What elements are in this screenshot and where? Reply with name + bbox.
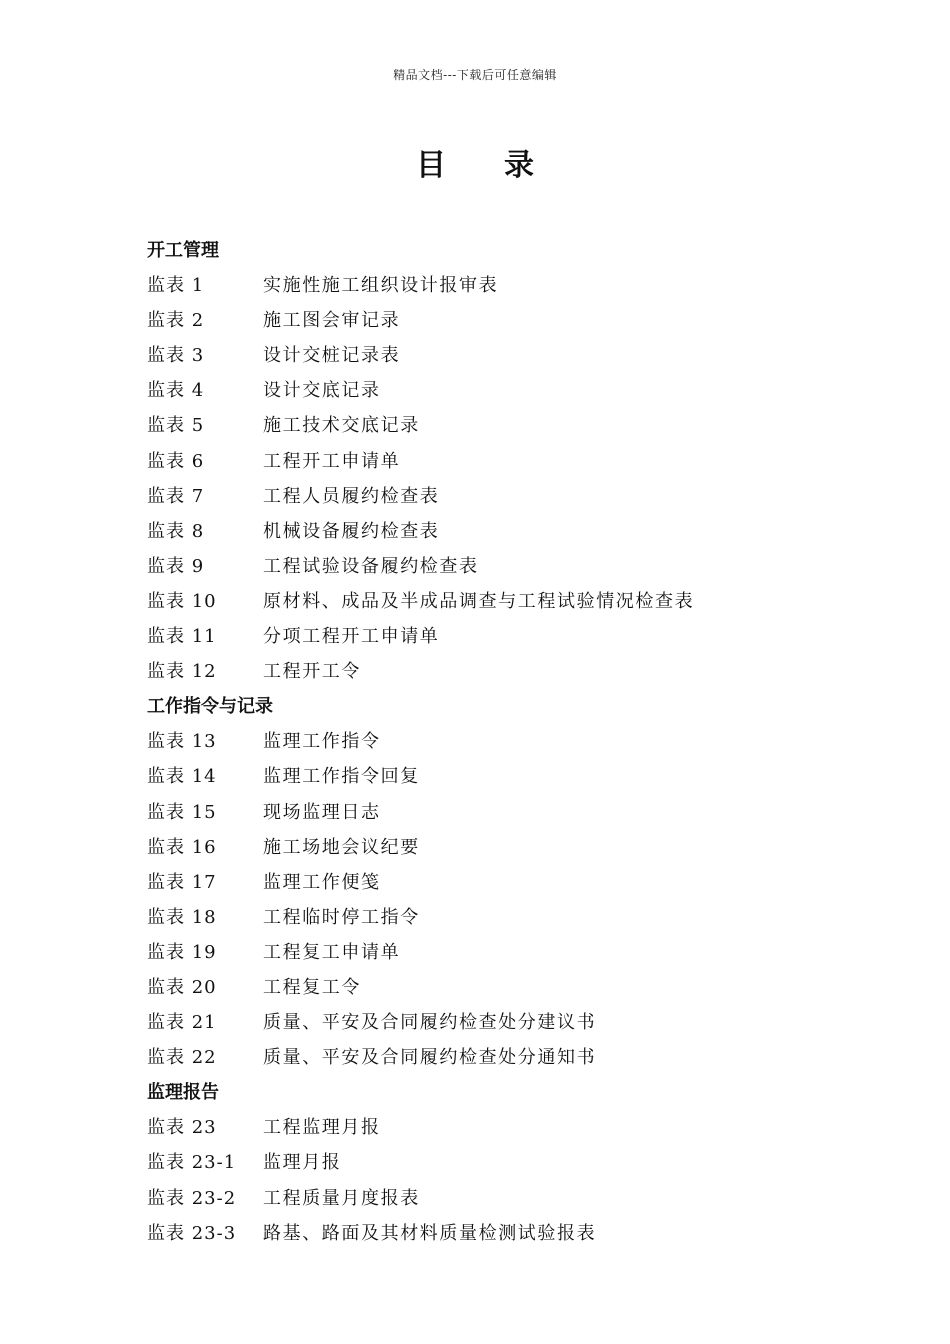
entry-code: 监表 23-2 xyxy=(147,1187,237,1209)
entry-name: 设计交底记录 xyxy=(263,380,381,402)
entry-code: 监表 6 xyxy=(147,450,205,472)
entry-code: 监表 23-1 xyxy=(147,1152,237,1174)
toc-entry[interactable] xyxy=(147,1110,847,1145)
entry-name: 工程试验设备履约检查表 xyxy=(263,555,479,577)
toc-entry[interactable] xyxy=(147,338,847,373)
toc-entry[interactable] xyxy=(147,970,847,1005)
toc-entry[interactable] xyxy=(147,1005,847,1040)
toc-entry[interactable] xyxy=(147,1145,847,1180)
section-heading: 开工管理 xyxy=(147,240,219,261)
entry-name: 工程人员履约检查表 xyxy=(263,485,440,507)
entry-code: 监表 21 xyxy=(147,1012,217,1034)
title-second-char: 录 xyxy=(504,148,534,183)
entry-name: 设计交桩记录表 xyxy=(263,345,401,367)
entry-name: 施工图会审记录 xyxy=(263,310,401,332)
entry-name: 监理工作指令 xyxy=(263,731,381,753)
entry-name: 工程临时停工指令 xyxy=(263,906,420,928)
entry-code: 监表 8 xyxy=(147,520,205,542)
toc-entry[interactable] xyxy=(147,830,847,865)
entry-name: 原材料、成品及半成品调查与工程试验情况检查表 xyxy=(263,590,695,612)
toc-entry[interactable] xyxy=(147,373,847,408)
toc-entry[interactable] xyxy=(147,549,847,584)
toc-entry[interactable] xyxy=(147,865,847,900)
entry-code: 监表 9 xyxy=(147,555,205,577)
entry-code: 监表 10 xyxy=(147,590,217,612)
toc-entry[interactable] xyxy=(147,1181,847,1216)
entry-code: 监表 13 xyxy=(147,731,217,753)
entry-name: 现场监理日志 xyxy=(263,801,381,823)
toc-entry[interactable] xyxy=(147,1040,847,1075)
toc-entry[interactable] xyxy=(147,1216,847,1251)
entry-name: 施工技术交底记录 xyxy=(263,415,420,437)
toc-entry[interactable] xyxy=(147,268,847,303)
entry-name: 工程开工申请单 xyxy=(263,450,401,472)
entry-name: 工程监理月报 xyxy=(263,1117,381,1139)
entry-code: 监表 1 xyxy=(147,275,205,297)
entry-code: 监表 22 xyxy=(147,1047,217,1069)
entry-code: 监表 5 xyxy=(147,415,205,437)
entry-name: 工程复工申请单 xyxy=(263,941,401,963)
toc-entry[interactable] xyxy=(147,444,847,479)
entry-name: 工程复工令 xyxy=(263,976,361,998)
toc-entry[interactable] xyxy=(147,654,847,689)
toc-entry[interactable] xyxy=(147,303,847,338)
entry-name: 机械设备履约检查表 xyxy=(263,520,440,542)
toc-entry[interactable] xyxy=(147,759,847,794)
toc-entry[interactable] xyxy=(147,514,847,549)
header-note: 精品文档---下载后可任意编辑 xyxy=(393,68,557,82)
toc-entry[interactable] xyxy=(147,619,847,654)
toc-entry[interactable] xyxy=(147,724,847,759)
entry-code: 监表 3 xyxy=(147,345,205,367)
entry-name: 分项工程开工申请单 xyxy=(263,626,440,648)
table-of-contents xyxy=(147,233,847,1251)
entry-name: 施工场地会议纪要 xyxy=(263,836,420,858)
entry-name: 路基、路面及其材料质量检测试验报表 xyxy=(263,1222,597,1244)
entry-code: 监表 18 xyxy=(147,906,217,928)
entry-code: 监表 2 xyxy=(147,310,205,332)
entry-code: 监表 16 xyxy=(147,836,217,858)
toc-entry[interactable] xyxy=(147,935,847,970)
toc-entry[interactable] xyxy=(147,900,847,935)
entry-code: 监表 19 xyxy=(147,941,217,963)
toc-entry[interactable] xyxy=(147,408,847,443)
entry-name: 监理工作指令回复 xyxy=(263,766,420,788)
entry-code: 监表 15 xyxy=(147,801,217,823)
entry-code: 监表 7 xyxy=(147,485,205,507)
entry-name: 质量、平安及合同履约检查处分通知书 xyxy=(263,1047,597,1069)
entry-code: 监表 12 xyxy=(147,661,217,683)
entry-code: 监表 14 xyxy=(147,766,217,788)
title-first-char: 目 xyxy=(416,148,446,183)
entry-code: 监表 23 xyxy=(147,1117,217,1139)
entry-name: 监理月报 xyxy=(263,1152,342,1174)
section-heading: 监理报告 xyxy=(147,1082,219,1104)
entry-name: 质量、平安及合同履约检查处分建议书 xyxy=(263,1012,597,1034)
toc-entry[interactable] xyxy=(147,584,847,619)
entry-name: 工程开工令 xyxy=(263,661,361,683)
document-title xyxy=(0,140,950,184)
entry-name: 实施性施工组织设计报审表 xyxy=(263,275,499,297)
toc-entry[interactable] xyxy=(147,795,847,830)
entry-name: 监理工作便笺 xyxy=(263,871,381,893)
entry-code: 监表 17 xyxy=(147,871,217,893)
toc-entry[interactable] xyxy=(147,479,847,514)
entry-code: 监表 20 xyxy=(147,976,217,998)
entry-name: 工程质量月度报表 xyxy=(263,1187,420,1209)
entry-code: 监表 23-3 xyxy=(147,1222,237,1244)
entry-code: 监表 4 xyxy=(147,380,205,402)
entry-code: 监表 11 xyxy=(147,626,217,648)
section-heading: 工作指令与记录 xyxy=(147,696,273,718)
